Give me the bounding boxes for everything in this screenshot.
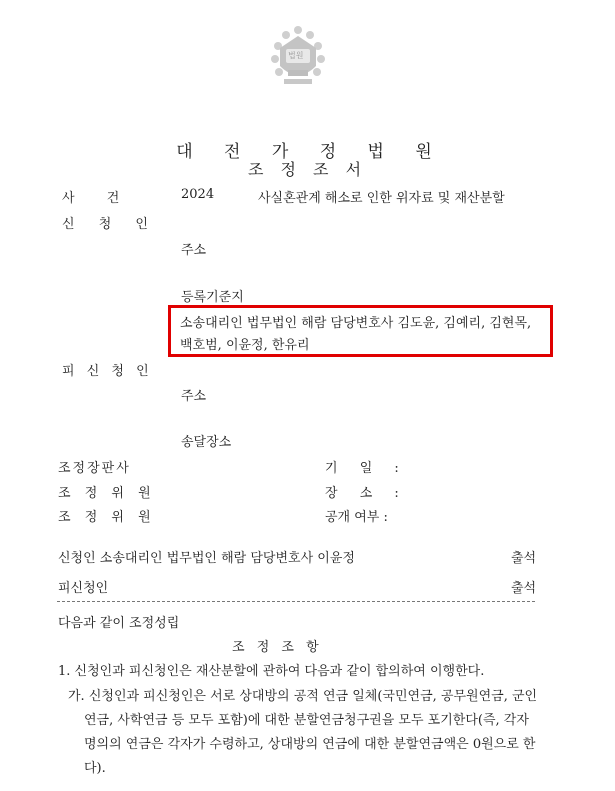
case-number: 2024 — [181, 187, 215, 202]
respondent-label: 피 신 청 인 — [62, 364, 153, 379]
term-1-ga-line3: 명의의 연금은 각자가 수령하고, 상대방의 연금에 대한 분할연금액은 0원으로 한 — [84, 737, 536, 752]
date-label: 기 일 : — [325, 461, 408, 476]
term-1: 1. 신청인과 피신청인은 재산분할에 관하여 다음과 같이 합의하여 이행한다. — [58, 664, 485, 679]
term-1-ga-line1: 가. 신청인과 피신청인은 서로 상대방의 공적 연금 일체(국민연금, 공무원연금, 군인 — [68, 689, 538, 704]
seal-text: 법원 — [288, 51, 304, 60]
mediator2-label: 조 정 위 원 — [58, 510, 156, 525]
attendance-status-1: 출석 — [511, 551, 537, 566]
applicant-registry-label: 등록기준지 — [181, 290, 244, 305]
public-label: 공개 여부 : — [325, 510, 388, 525]
case-label: 사 건 — [62, 191, 134, 206]
court-name: 대 전 가 정 법 원 — [176, 142, 445, 162]
attendance-party-2: 피신청인 — [58, 581, 109, 596]
applicant-agent-line1: 소송대리인 법무법인 해람 담당변호사 김도윤, 김예리, 김현목, — [180, 316, 532, 331]
term-1-ga-line2: 연금, 사학연금 등 모두 포함)에 대한 분할연금청구권을 모두 포기한다(즉, 각자 — [84, 713, 529, 728]
mediation-result: 다음과 같이 조정성립 — [58, 616, 180, 631]
terms-title: 조 정 조 항 — [232, 640, 323, 655]
case-name: 사실혼관계 해소로 인한 위자료 및 재산분할 — [258, 191, 505, 206]
judge-label: 조정장판사 — [58, 461, 131, 476]
applicant-agent-line2: 백호범, 이윤정, 한유리 — [180, 338, 310, 353]
applicant-label: 신 청 인 — [62, 217, 158, 232]
term-1-ga-line4: 다). — [84, 761, 106, 776]
place-label: 장 소 : — [325, 486, 408, 501]
attendance-status-2: 출석 — [511, 581, 537, 596]
document-title: 조 정 조 서 — [247, 160, 368, 179]
applicant-address-label: 주소 — [181, 243, 207, 258]
respondent-delivery-label: 송달장소 — [181, 435, 232, 450]
mediator1-label: 조 정 위 원 — [58, 486, 156, 501]
respondent-address-label: 주소 — [181, 389, 207, 404]
attendance-party-1: 신청인 소송대리인 법무법인 해람 담당변호사 이윤정 — [58, 551, 355, 566]
section-divider — [57, 601, 535, 602]
